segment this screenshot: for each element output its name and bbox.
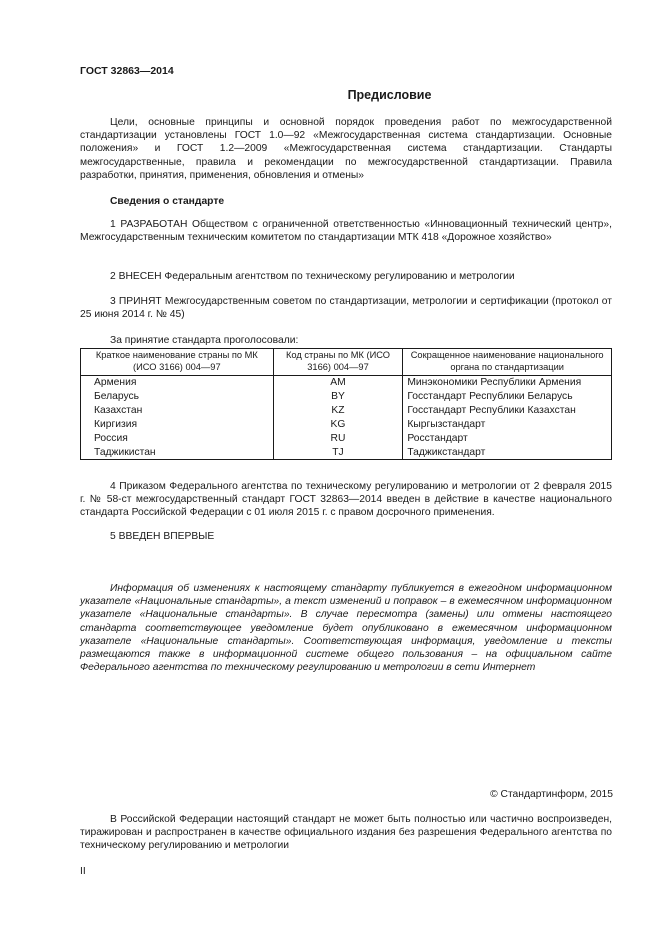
column-header-org: Сокращенное наименование национального органа по стандартизации (403, 349, 612, 376)
cell-org: Госстандарт Республики Казахстан (403, 404, 612, 418)
cell-code: KG (273, 418, 403, 432)
cell-code: TJ (273, 446, 403, 460)
voted-caption: За принятие стандарта проголосовали: (110, 335, 299, 346)
cell-org: Госстандарт Республики Беларусь (403, 390, 612, 404)
document-code-header: ГОСТ 32863—2014 (80, 65, 174, 77)
cell-country: Беларусь (81, 390, 274, 404)
voting-countries-table (80, 348, 612, 460)
rights-notice: В Российской Федерации настоящий стандарт не может быть полностью или частично воспроизведен, тиражирован и распространен в качестве официального издания без разрешения Федерального агентства по техническому регулированию и метрологии (80, 814, 612, 852)
table-header-row (81, 349, 612, 376)
table-row (81, 432, 612, 446)
table-row (81, 418, 612, 432)
item-introduced: 2 ВНЕСЕН Федеральным агентством по техническому регулированию и метрологии (110, 271, 515, 282)
cell-code: BY (273, 390, 403, 404)
intro-paragraph: Цели, основные принципы и основной порядок проведения работ по межгосударственной стандартизации установлены ГОСТ 1.0—92 «Межгосударственная система стандартизации. Основные положения» и ГОСТ 1.2—2009 «Межгосударственная система стандартизации. Стандарты межгосударственные, правила и рекомендации по межгосударственной стандартизации. Правила разработки, принятия, применения, обновления и отмены» (80, 117, 612, 181)
table-row (81, 376, 612, 390)
table-row (81, 404, 612, 418)
cell-country: Киргизия (81, 418, 274, 432)
cell-code: AM (273, 376, 403, 390)
item-first-time: 5 ВВЕДЕН ВПЕРВЫЕ (110, 531, 215, 542)
page-title: Предисловие (347, 88, 432, 102)
page-number: II (80, 866, 86, 877)
column-header-code: Код страны по МК (ИСО 3166) 004—97 (273, 349, 403, 376)
cell-country: Таджикистан (81, 446, 274, 460)
cell-code: KZ (273, 404, 403, 418)
copyright-notice: © Стандартинформ, 2015 (490, 789, 613, 800)
cell-country: Россия (81, 432, 274, 446)
table-row (81, 390, 612, 404)
item-developed: 1 РАЗРАБОТАН Обществом с ограниченной ответственностью «Инновационный технический центр», Межгосударственным техническим комитетом по стандартизации МТК 418 «Дорожное хозяйство» (80, 219, 612, 244)
cell-org: Кыргызстандарт (403, 418, 612, 432)
cell-org: Таджикстандарт (403, 446, 612, 460)
column-header-country: Краткое наименование страны по МК (ИСО 3166) 004—97 (81, 349, 274, 376)
cell-org: Минэкономики Республики Армения (403, 376, 612, 390)
cell-country: Армения (81, 376, 274, 390)
info-heading: Сведения о стандарте (110, 196, 225, 207)
cell-code: RU (273, 432, 403, 446)
item-enacted: 4 Приказом Федерального агентства по техническому регулированию и метрологии от 2 февраля 2015 г. № 58-ст межгосударственный стандарт ГОСТ 32863—2014 введен в действие в качестве национального стандарта Российской Федерации с 01 июля 2015 г. с правом досрочного применения. (80, 481, 612, 519)
item-adopted: 3 ПРИНЯТ Межгосударственным советом по стандартизации, метрологии и сертификации (протокол от 25 июня 2014 г. № 45) (80, 296, 612, 321)
cell-country: Казахстан (81, 404, 274, 418)
cell-org: Росстандарт (403, 432, 612, 446)
changes-notice: Информация об изменениях к настоящему стандарту публикуется в ежегодном информационном указателе «Национальные стандарты», а текст изменений и поправок – в ежемесячном информационном указателе «Национальные стандарты». В случае пересмотра (замены) или отмены настоящего стандарта соответствующее уведомление будет опубликовано в ежемесячном информационном указателе «Национальные стандарты». Соответствующая информация, уведомление и тексты размещаются также в информационной системе общего пользования – на официальном сайте Федерального агентства по техническому регулированию и метрологии в сети Интернет (80, 583, 612, 674)
table-row (81, 446, 612, 460)
